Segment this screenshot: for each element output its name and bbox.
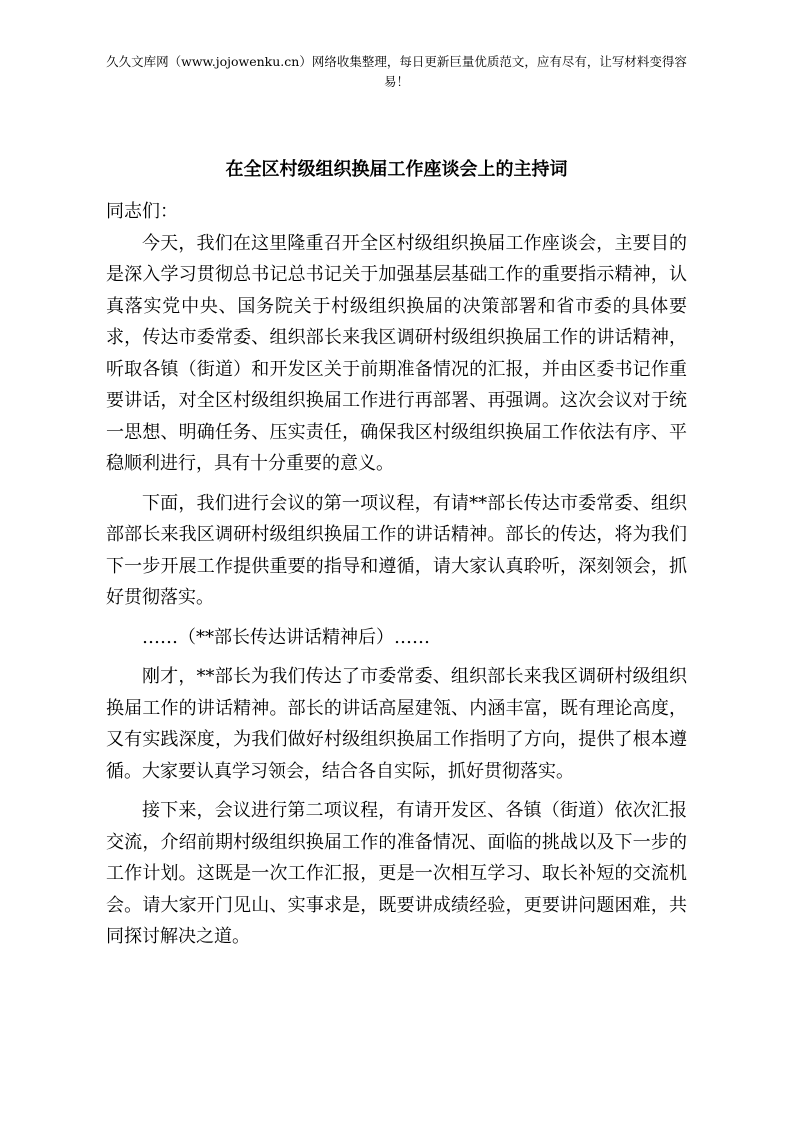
paragraph-transition: ……（**部长传达讲话精神后）…… [142,626,430,648]
document-title: 在全区村级组织换届工作座谈会上的主持词 [225,159,568,180]
salutation: 同志们： [106,201,178,222]
header-note: 久久文库网（www.jojowenku.cn）网络收集整理，每日更新巨量优质范文，应有尽有，让写材料变得容易！ [106,54,687,89]
paragraph-opening: 今天，我们在这里隆重召开全区村级组织换届工作座谈会，主要目的是深入学习贯彻总书记总书记关于加强基层基础工作的重要指示精神，认真落实党中央、国务院关于村级组织换届的决策部署和省市委的具体要求，传达市委常委、组织部长来我区调研村级组织换届工作的讲话精神，听取各镇（街道）和开发区关于前期准备情况的汇报，并由区委书记作重要讲话，对全区村级组织换届工作进行再部署、再强调。这次会议对于统一思想、明确任务、压实责任，确保我区村级组织换届工作依法有序、平稳顺利进行，具有十分重要的意义。 [106,232,687,474]
paragraph-summary: 刚才，**部长为我们传达了市委常委、组织部长来我区调研村级组织换届工作的讲话精神。部长的讲话高屋建瓴、内涵丰富，既有理论高度，又有实践深度，为我们做好村级组织换届工作指明了方向，提供了根本遵循。大家要认真学习领会，结合各自实际，抓好贯彻落实。 [106,666,687,782]
paragraph-agenda-one: 下面，我们进行会议的第一项议程，有请**部长传达市委常委、组织部部长来我区调研村级组织换届工作的讲话精神。部长的传达，将为我们下一步开展工作提供重要的指导和遵循，请大家认真聆听，深刻领会，抓好贯彻落实。 [106,492,687,608]
paragraph-agenda-two: 接下来，会议进行第二项议程，有请开发区、各镇（街道）依次汇报交流，介绍前期村级组织换届工作的准备情况、面临的挑战以及下一步的工作计划。这既是一次工作汇报，更是一次相互学习、取长补短的交流机会。请大家开门见山、实事求是，既要讲成绩经验，更要讲问题困难，共同探讨解决之道。 [106,800,687,947]
document-body [106,196,687,961]
